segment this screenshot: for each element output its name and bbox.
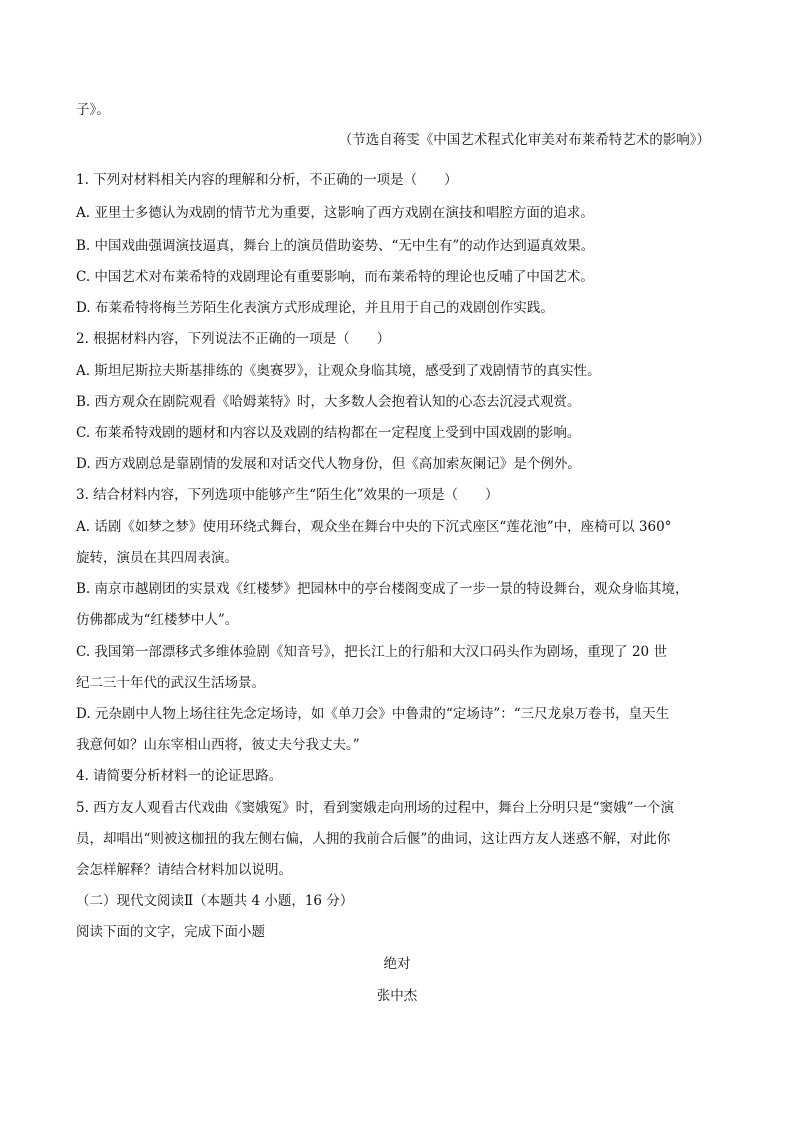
question-5-line-3: 会怎样解释？请结合材料加以说明。 bbox=[76, 862, 292, 878]
question-2-stem: 2. 根据材料内容，下列说法不正确的一项是（ ） bbox=[76, 331, 391, 347]
question-3-option-d-line-2: 我意何如？山东宰相山西将，彼丈夫兮我丈夫。” bbox=[76, 737, 360, 753]
reading-instruction: 阅读下面的文字，完成下面小题 bbox=[76, 924, 265, 940]
question-2-option-a: A. 斯坦尼斯拉夫斯基排练的《奥赛罗》，让观众身临其境，感受到了戏剧情节的真实性。 bbox=[76, 363, 601, 379]
article-author: 张中杰 bbox=[376, 988, 418, 1004]
question-2-option-c: C. 布莱希特戏剧的题材和内容以及戏剧的结构都在一定程度上受到中国戏剧的影响。 bbox=[76, 425, 581, 441]
text-line-continuation: 子》。 bbox=[76, 102, 110, 118]
question-1-option-d: D. 布莱希特将梅兰芳陌生化表演方式形成理论，并且用于自己的戏剧创作实践。 bbox=[76, 300, 554, 316]
source-citation: （节选自蒋雯《中国艺术程式化审美对布莱希特艺术的影响》） bbox=[338, 132, 710, 148]
question-3-option-c-line-2: 纪二三十年代的武汉生活场景。 bbox=[76, 675, 265, 691]
question-1-option-a: A. 亚里士多德认为戏剧的情节尤为重要，这影响了西方戏剧在演技和唱腔方面的追求。 bbox=[76, 205, 594, 221]
question-3-option-c-line-1: C. 我国第一部漂移式多维体验剧《知音号》，把长江上的行船和大汉口码头作为剧场，重现了 20 世 bbox=[76, 644, 667, 660]
question-2-option-d: D. 西方戏剧总是靠剧情的发展和对话交代人物身份，但《高加索灰阑记》是个例外。 bbox=[76, 456, 581, 472]
section-heading: （二）现代文阅读Ⅱ（本题共 4 小题，16 分） bbox=[76, 893, 354, 909]
question-3-stem: 3. 结合材料内容，下列选项中能够产生“陌生化”效果的一项是（ ） bbox=[76, 487, 499, 503]
question-3-option-b-line-2: 仿佛都成为“红楼梦中人”。 bbox=[76, 612, 239, 628]
article-title: 绝对 bbox=[383, 956, 411, 972]
question-3-option-b-line-1: B. 南京市越剧团的实景戏《红楼梦》把园林中的亭台楼阁变成了一步一景的特设舞台，观众身临其境， bbox=[76, 581, 689, 597]
question-1-option-b: B. 中国戏曲强调演技逼真，舞台上的演员借助姿势、“无中生有”的动作达到逼真效果。 bbox=[76, 238, 595, 254]
question-5-line-2: 员，却唱出“则被这枷扭的我左侧右偏，人拥的我前合后偃”的曲词，这让西方友人迷惑不解，对此你 bbox=[76, 831, 671, 847]
question-3-option-d-line-1: D. 元杂剧中人物上场往往先念定场诗，如《单刀会》中鲁肃的“定场诗”：“三尺龙泉万卷书，皇天生 bbox=[76, 706, 670, 722]
question-4-stem: 4. 请简要分析材料一的论证思路。 bbox=[76, 768, 283, 784]
question-1-option-c: C. 中国艺术对布莱希特的戏剧理论有重要影响，而布莱希特的理论也反哺了中国艺术。 bbox=[76, 269, 594, 285]
question-3-option-a-line-1: A. 话剧《如梦之梦》使用环绕式舞台，观众坐在舞台中央的下沉式座区“莲花池”中，座椅可以 360° bbox=[76, 519, 672, 535]
question-3-option-a-line-2: 旋转，演员在其四周表演。 bbox=[76, 550, 238, 566]
question-1-stem: 1. 下列对材料相关内容的理解和分析，不正确的一项是（ ） bbox=[76, 172, 458, 188]
question-2-option-b: B. 西方观众在剧院观看《哈姆莱特》时，大多数人会抱着认知的心态去沉浸式观赏。 bbox=[76, 394, 581, 410]
question-5-line-1: 5. 西方友人观看古代戏曲《窦娥冤》时，看到窦娥走向刑场的过程中，舞台上分明只是“窦娥”一个演 bbox=[76, 800, 674, 816]
